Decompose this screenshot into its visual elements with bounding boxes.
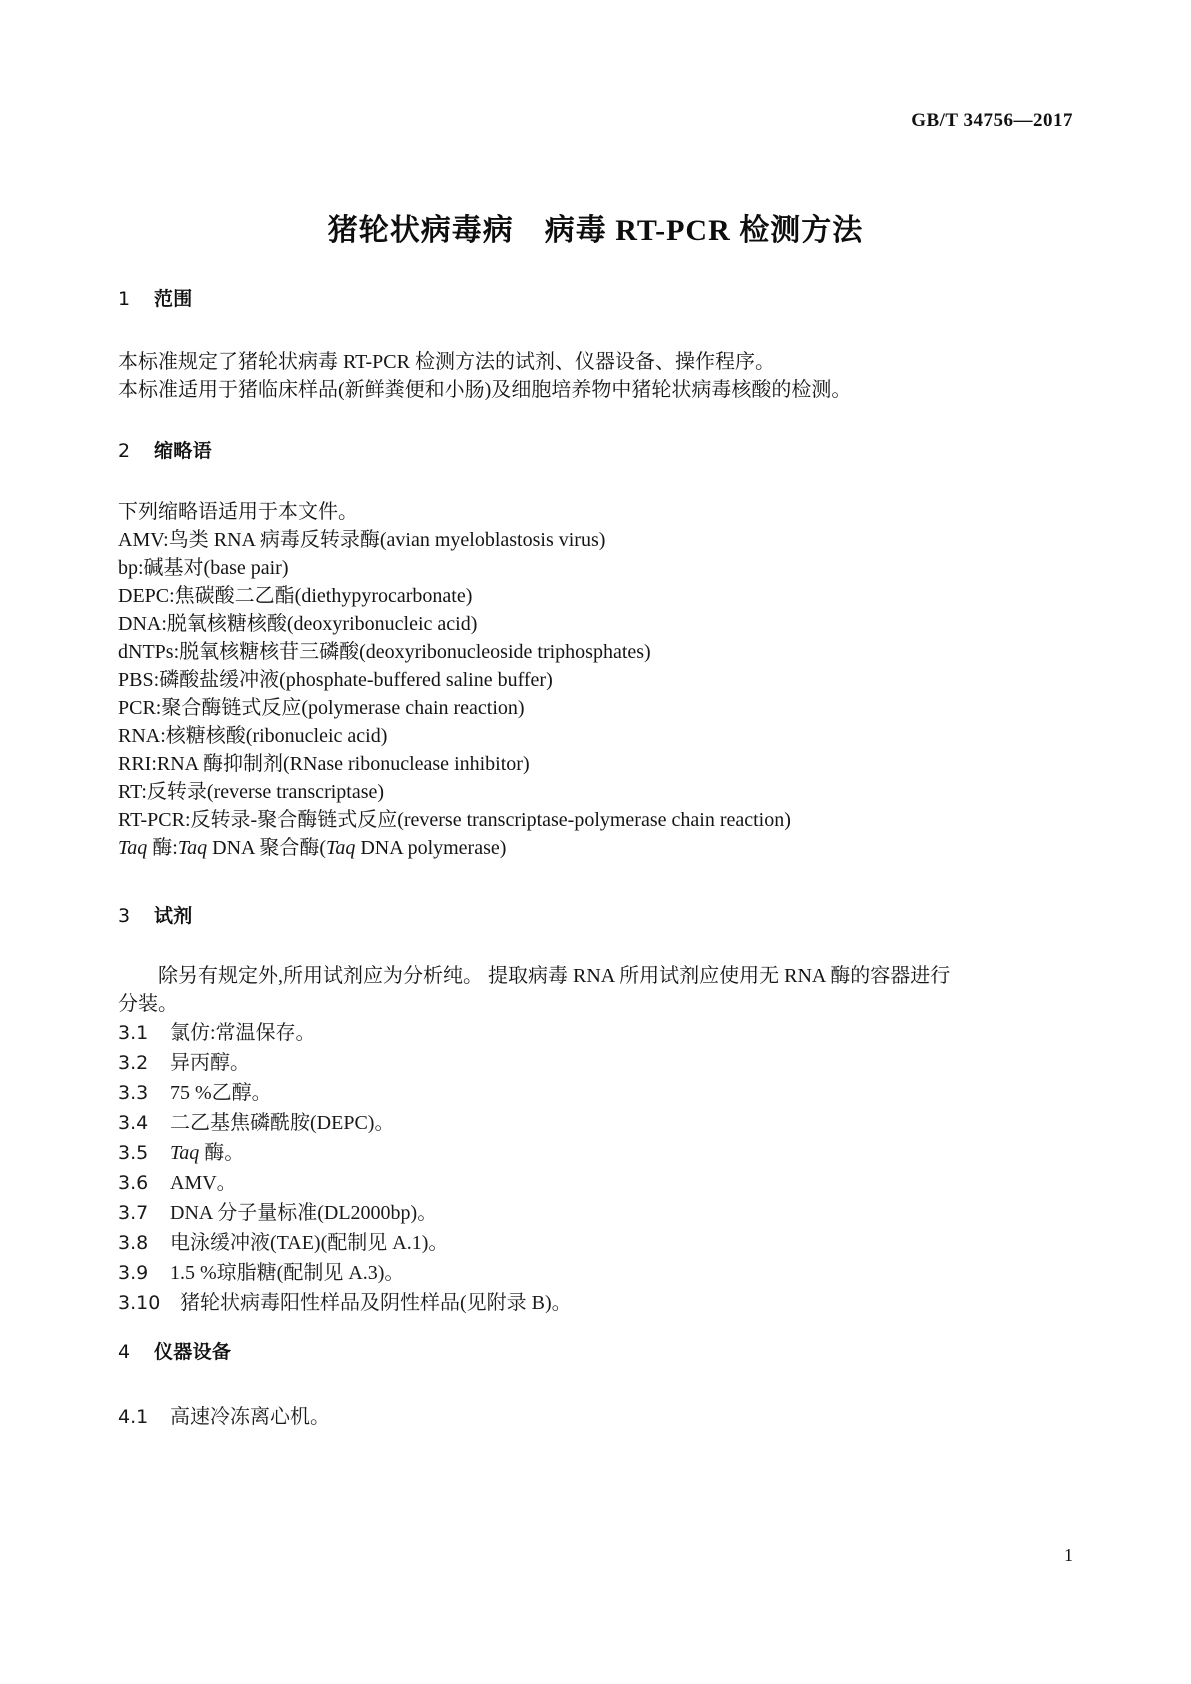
reagent-item-3-5 [118, 1138, 1073, 1168]
standard-code-header: GB/T 34756—2017 [911, 110, 1073, 131]
reagent-item-3-8 [118, 1228, 1073, 1258]
reagent-text: 氯仿:常温保存。 [170, 1022, 316, 1044]
scope-paragraph-1: 本标准规定了猪轮状病毒 RT-PCR 检测方法的试剂、仪器设备、操作程序。 [118, 351, 775, 373]
page-number: 1 [1064, 1545, 1073, 1565]
equipment-section [118, 1402, 1073, 1432]
reagent-number: 3.6 [118, 1172, 149, 1194]
reagent-text-rest: 酶。 [199, 1142, 245, 1164]
abbreviation-item: RNA:核糖核酸(ribonucleic acid) [118, 725, 388, 747]
reagents-intro-line-2: 分装。 [118, 993, 178, 1015]
reagent-item-3-1 [118, 1018, 1073, 1048]
reagent-number: 3.1 [118, 1022, 149, 1044]
reagent-text: 75 %乙醇。 [170, 1082, 272, 1104]
clause-number-1: 1 [118, 288, 131, 310]
reagent-item-3-4 [118, 1108, 1073, 1138]
clause-number-3: 3 [118, 905, 131, 927]
abbreviation-item: AMV:鸟类 RNA 病毒反转录酶(avian myeloblastosis virus) [118, 529, 606, 551]
abbreviation-item: RRI:RNA 酶抑制剂(RNase ribonuclease inhibitor) [118, 753, 530, 775]
taq-italic: Taq [170, 1142, 200, 1164]
reagent-number: 3.4 [118, 1112, 149, 1134]
reagent-item-3-7 [118, 1198, 1073, 1228]
abbreviation-item: DEPC:焦碳酸二乙酯(diethypyrocarbonate) [118, 585, 473, 607]
taq-mid: 酶: [147, 837, 178, 859]
equipment-number: 4.1 [118, 1406, 149, 1428]
abbreviation-item: dNTPs:脱氧核糖核苷三磷酸(deoxyribonucleoside triphosphates) [118, 641, 651, 663]
reagent-item-3-3 [118, 1078, 1073, 1108]
equipment-text: 高速冷冻离心机。 [170, 1406, 330, 1428]
scope-paragraph-2: 本标准适用于猪临床样品(新鲜粪便和小肠)及细胞培养物中猪轮状病毒核酸的检测。 [118, 379, 852, 401]
taq-rest: DNA 聚合酶( [207, 837, 327, 859]
taq-italic: Taq [177, 837, 208, 859]
abbreviation-item: PCR:聚合酶链式反应(polymerase chain reaction) [118, 697, 525, 719]
clause-number-4: 4 [118, 1341, 131, 1363]
equipment-item-4-1 [118, 1402, 1073, 1432]
reagent-text: 异丙醇。 [170, 1052, 250, 1074]
reagent-number: 3.10 [118, 1292, 161, 1314]
reagent-number: 3.5 [118, 1142, 149, 1164]
taq-italic: Taq [118, 837, 148, 859]
reagent-number: 3.8 [118, 1232, 149, 1254]
clause-heading-1 [118, 290, 193, 309]
clause-heading-4 [118, 1343, 231, 1362]
reagent-item-3-2 [118, 1048, 1073, 1078]
reagent-text: 猪轮状病毒阳性样品及阴性样品(见附录 B)。 [180, 1292, 572, 1314]
abbreviation-list [118, 498, 1073, 862]
reagent-text [170, 1142, 244, 1164]
abbreviation-item: PBS:磷酸盐缓冲液(phosphate-buffered saline buffer) [118, 669, 553, 691]
reagent-number: 3.9 [118, 1262, 149, 1284]
clause-title-2: 缩略语 [154, 440, 212, 462]
reagent-text: 1.5 %琼脂糖(配制见 A.3)。 [170, 1262, 405, 1284]
abbreviation-lead: 下列缩略语适用于本文件。 [118, 501, 358, 523]
abbreviation-item-taq [118, 834, 1073, 862]
reagent-number: 3.2 [118, 1052, 149, 1074]
scope-paragraphs [118, 348, 1073, 404]
reagent-item-3-9 [118, 1258, 1073, 1288]
page-title: 猪轮状病毒病 病毒 RT-PCR 检测方法 [327, 214, 864, 247]
reagent-number: 3.7 [118, 1202, 149, 1224]
reagent-text: AMV。 [170, 1172, 237, 1194]
reagent-number: 3.3 [118, 1082, 149, 1104]
clause-heading-3 [118, 907, 193, 926]
clause-heading-2 [118, 442, 212, 461]
reagent-text: DNA 分子量标准(DL2000bp)。 [170, 1202, 438, 1224]
clause-title-4: 仪器设备 [154, 1341, 232, 1363]
taq-tail: DNA polymerase) [355, 837, 507, 859]
reagent-item-3-6 [118, 1168, 1073, 1198]
abbreviation-item: RT:反转录(reverse transcriptase) [118, 781, 385, 803]
clause-title-1: 范围 [154, 288, 193, 310]
reagent-item-3-10 [118, 1288, 1073, 1318]
taq-italic: Taq [326, 837, 356, 859]
reagents-intro-line-1: 除另有规定外,所用试剂应为分析纯。 提取病毒 RNA 所用试剂应使用无 RNA 酶的容器进行 [158, 965, 951, 987]
reagent-text: 电泳缓冲液(TAE)(配制见 A.1)。 [170, 1232, 449, 1254]
abbreviation-item: RT-PCR:反转录-聚合酶链式反应(reverse transcriptase-polymerase chain reaction) [118, 809, 791, 831]
reagent-text: 二乙基焦磷酰胺(DEPC)。 [170, 1112, 395, 1134]
abbreviation-item: bp:碱基对(base pair) [118, 557, 289, 579]
clause-title-3: 试剂 [154, 905, 193, 927]
clause-number-2: 2 [118, 440, 131, 462]
abbreviation-item: DNA:脱氧核糖核酸(deoxyribonucleic acid) [118, 613, 478, 635]
reagents-section [118, 962, 1073, 1318]
